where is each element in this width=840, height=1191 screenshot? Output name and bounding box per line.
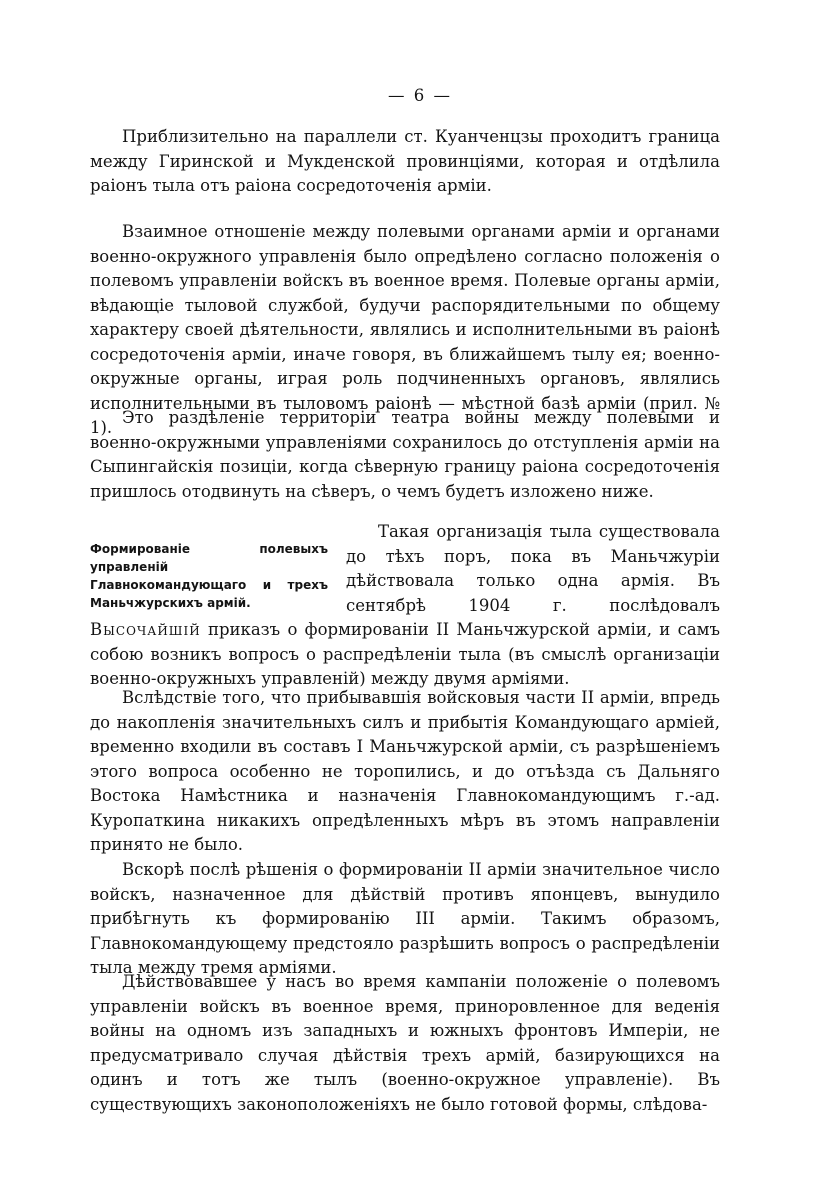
- side-heading: Формированіе полевыхъ управленій Главнокомандующаго и трехъ Маньчжурскихъ армій.: [90, 542, 328, 610]
- paragraph-4-start: Такая организація тыла существовала до тѣхъ поръ, пока въ Маньчжуріи дѣйствовала только одна армія. Въ сентябрѣ 1904 г. послѣдовалъ: [346, 522, 720, 615]
- paragraph-1: Приблизительно на параллели ст. Куанченцзы проходитъ граница между Гиринской и Мукденской провинціями, которая и отдѣлила раіонъ тыла отъ раіона сосредоточенія арміи.: [90, 127, 720, 195]
- paragraph-4-end: приказъ о формированіи II Маньчжурской арміи, и самъ собою возникъ вопросъ о распредѣленіи тыла (въ смыслѣ организаціи военно-окружныхъ управленій) между двумя арміями.: [90, 620, 720, 688]
- paragraph-4-block: [90, 520, 720, 692]
- paragraph-2: Взаимное отношеніе между полевыми органами арміи и органами военно-окружного управленія было опредѣлено согласно положенія о полевомъ управленіи войскъ въ военное время. Полевые органы арміи, вѣдающіе тыловой службой, будучи распорядительными по общему характеру своей дѣятельности, являлись и исполнительными въ раіонѣ сосредоточенія арміи, иначе говоря, въ ближайшемъ тылу ея; военно-окружные органы, играя роль подчиненныхъ органовъ, являлись исполнительными въ тыловомъ раіонѣ — мѣстной базѣ арміи (прил. № 1).: [90, 222, 720, 437]
- page-number: — 6 —: [388, 86, 452, 105]
- paragraph-3: Это раздѣленіе территоріи театра войны между полевыми и военно-окружными управленіями сохранилось до отступленія арміи на Сыпингайскія позиціи, когда сѣверную границу раіона сосредоточенія пришлось отодвинуть на сѣверъ, о чемъ будетъ изложено ниже.: [90, 408, 720, 501]
- paragraph-6: Вскорѣ послѣ рѣшенія о формированіи II арміи значительное число войскъ, назначенное для дѣйствій противъ японцевъ, вынудило прибѣгнуть къ формированію III арміи. Такимъ образомъ, Главнокомандующему предстояло разрѣшить вопросъ о распредѣленіи тыла между тремя арміями.: [90, 860, 720, 977]
- paragraph-5: Вслѣдствіе того, что прибывавшія войсковыя части II арміи, впредь до накопленія значительныхъ силъ и прибытія Командующаго арміей, временно входили въ составъ I Маньчжурской арміи, съ разрѣшеніемъ этого вопроса особенно не торопились, и до отъѣзда съ Дальняго Востока Намѣстника и назначенія Главнокомандующимъ г.-ад. Куропаткина никакихъ опредѣленныхъ мѣръ въ этомъ направленіи принято не было.: [90, 688, 720, 854]
- paragraph-4-smallcaps: Высочайшій: [90, 620, 201, 639]
- paragraph-7: Дѣйствовавшее у насъ во время кампаніи положеніе о полевомъ управленіи войскъ въ военное время, приноровленное для веденія войны на одномъ изъ западныхъ и южныхъ фронтовъ Имперіи, не предусматривало случая дѣйствія трехъ армій, базирующихся на одинъ и тотъ же тылъ (военно-окружное управленіе). Въ существующихъ законоположеніяхъ не было готовой формы, слѣдова-: [90, 972, 720, 1114]
